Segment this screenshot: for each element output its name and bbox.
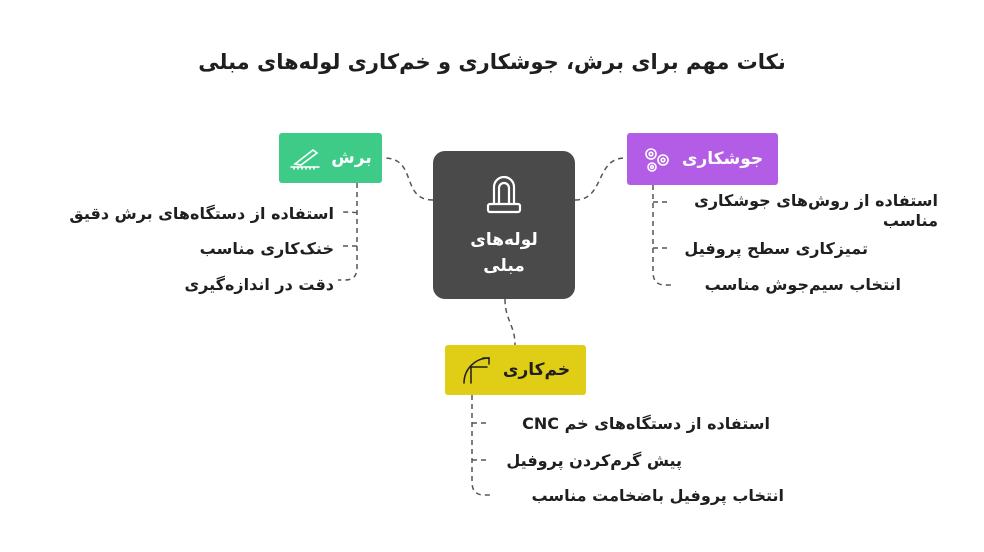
center-label: لوله‌های مبلی — [470, 230, 538, 276]
bend-item-3: انتخاب پروفیل باضخامت مناسب — [531, 486, 784, 505]
cut-item-3: دقت در اندازه‌گیری — [184, 275, 334, 294]
bend-item-2: پیش گرم‌کردن پروفیل — [506, 451, 682, 470]
branch-label-weld: جوشکاری — [681, 149, 764, 169]
diagram-title: نکات مهم برای برش، جوشکاری و خم‌کاری لوله‌های مبلی — [198, 50, 786, 74]
branch-label-bend: خم‌کاری — [502, 360, 571, 380]
u-lock-icon — [484, 173, 524, 219]
connector-cut-items — [338, 183, 357, 280]
cut-item-1: استفاده از دستگاه‌های برش دقیق — [69, 204, 334, 223]
connector-center-cut — [384, 158, 433, 200]
weld-item-2: تمیزکاری سطح پروفیل — [684, 239, 868, 258]
bend-arc-icon — [461, 355, 493, 385]
gears-icon — [642, 145, 672, 173]
weld-item-3: انتخاب سیم‌جوش مناسب — [704, 275, 901, 294]
weld-item-1: استفاده از روش‌های جوشکاری مناسب — [694, 191, 938, 230]
center-node — [433, 151, 575, 299]
connector-center-bend — [505, 299, 515, 345]
connector-center-weld — [575, 158, 625, 200]
cutter-knife-icon — [289, 146, 321, 170]
branch-tag-weld — [627, 133, 778, 185]
branch-label-cut: برش — [331, 148, 372, 168]
connector-bend-items — [472, 395, 490, 495]
branch-tag-cut — [279, 133, 382, 183]
bend-item-1: استفاده از دستگاه‌های خم CNC — [522, 414, 770, 433]
cut-item-2: خنک‌کاری مناسب — [199, 239, 334, 258]
branch-tag-bend — [445, 345, 586, 395]
